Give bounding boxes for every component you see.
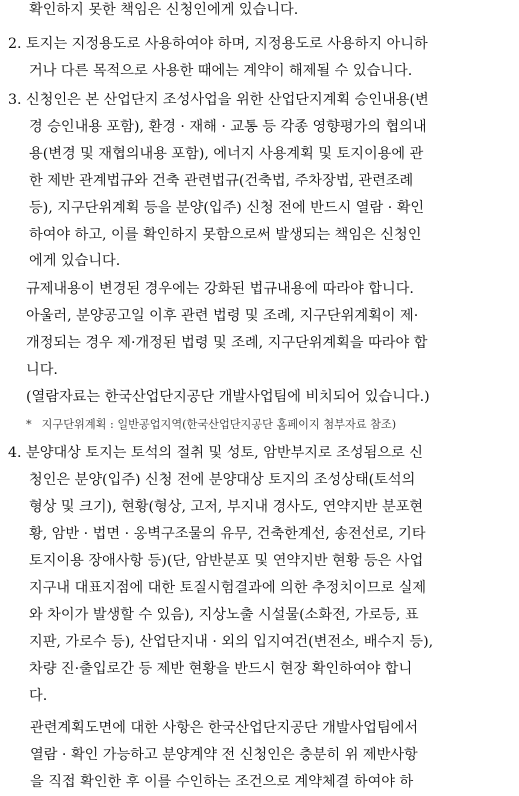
- text-line: 한 제반 관계법규와 건축 관련법규(건축법, 주차장법, 관련조례: [29, 173, 414, 189]
- text-line: 청인은 분양(입주) 신청 전에 분양대상 토지의 조성상태(토석의: [29, 472, 416, 488]
- text-line: 규제내용이 변경된 경우에는 강화된 법규내용에 따라야 합니다.: [26, 281, 414, 297]
- footnote-text: 지구단위계획 : 일반공업지역(한국산업단지공단 홈페이지 첨부자료 참조): [41, 418, 397, 431]
- text-line: 하여야 하고, 이를 확인하지 못함으로써 발생되는 책임은 신청인: [29, 227, 422, 243]
- text-line: (열람자료는 한국산업단지공단 개발사업팀에 비치되어 있습니다.): [26, 389, 430, 405]
- text-line: 용(변경 및 재협의내용 포함), 에너지 사용계획 및 토지이용에 관: [29, 146, 424, 162]
- text-line: 와 차이가 발생할 수 있음), 지상노출 시설물(소화전, 가로등, 표: [29, 607, 419, 623]
- text-line: 경 승인내용 포함), 환경 · 재해 · 교통 등 각종 영향평가의 협의내: [29, 119, 427, 135]
- text-line: 지판, 가로수 등), 산업단지내 · 외의 입지여건(변전소, 배수지 등),: [29, 634, 434, 650]
- text-line: 다.: [29, 688, 48, 704]
- text-line: 을 직접 확인한 후 이를 수인하는 조건으로 계약체결 하여야 하: [30, 774, 414, 790]
- text-line: 확인하지 못한 책임은 신청인에게 있습니다.: [29, 2, 299, 18]
- item-4-line: 4. 분양대상 토지는 토석의 절취 및 성토, 암반부지로 조성됨으로 신: [8, 445, 423, 461]
- text-line: 관련계획도면에 대한 사항은 한국산업단지공단 개발사업팀에서: [30, 720, 419, 736]
- text-line: 등), 지구단위계획 등을 분양(입주) 신청 전에 반드시 열람 · 확인: [29, 200, 425, 216]
- text-line: 열람 · 확인 가능하고 분양계약 전 신청인은 충분히 위 제반사항: [30, 747, 418, 763]
- text-line: 차량 진·출입로간 등 제반 현황을 반드시 현장 확인하여야 합니: [29, 661, 413, 677]
- text-line: 개정되는 경우 제·개정된 법령 및 조례, 지구단위계획을 따라야 합: [26, 335, 428, 351]
- text-line: 황, 암반 · 법면 · 옹벽구조물의 유무, 건축한계선, 송전선로, 기타: [29, 526, 426, 542]
- text-line: 에게 있습니다.: [29, 253, 121, 269]
- text-line: 거나 다른 목적으로 사용한 때에는 계약이 해제될 수 있습니다.: [29, 63, 413, 79]
- text-line: 아울러, 분양공고일 이후 관련 법령 및 조례, 지구단위계획이 제·: [26, 308, 419, 324]
- text-line: 형상 및 크기), 현황(형상, 고저, 부지내 경사도, 연약지반 분포현: [29, 499, 424, 515]
- text-line: 토지이용 장애사항 등)(단, 암반분포 및 연약지반 현황 등은 사업: [29, 553, 424, 569]
- footnote: [26, 412, 396, 439]
- item-3-line: 3. 신청인은 본 산업단지 조성사업을 위한 산업단지계획 승인내용(변: [8, 92, 429, 108]
- footnote-star: *: [26, 418, 32, 431]
- item-2-line: 2. 토지는 지정용도로 사용하여야 하며, 지정용도로 사용하지 아니하: [8, 36, 428, 52]
- text-line: 니다.: [26, 362, 58, 378]
- text-line: 지구내 대표지점에 대한 토질시험결과에 의한 추정치이므로 실제: [29, 580, 427, 596]
